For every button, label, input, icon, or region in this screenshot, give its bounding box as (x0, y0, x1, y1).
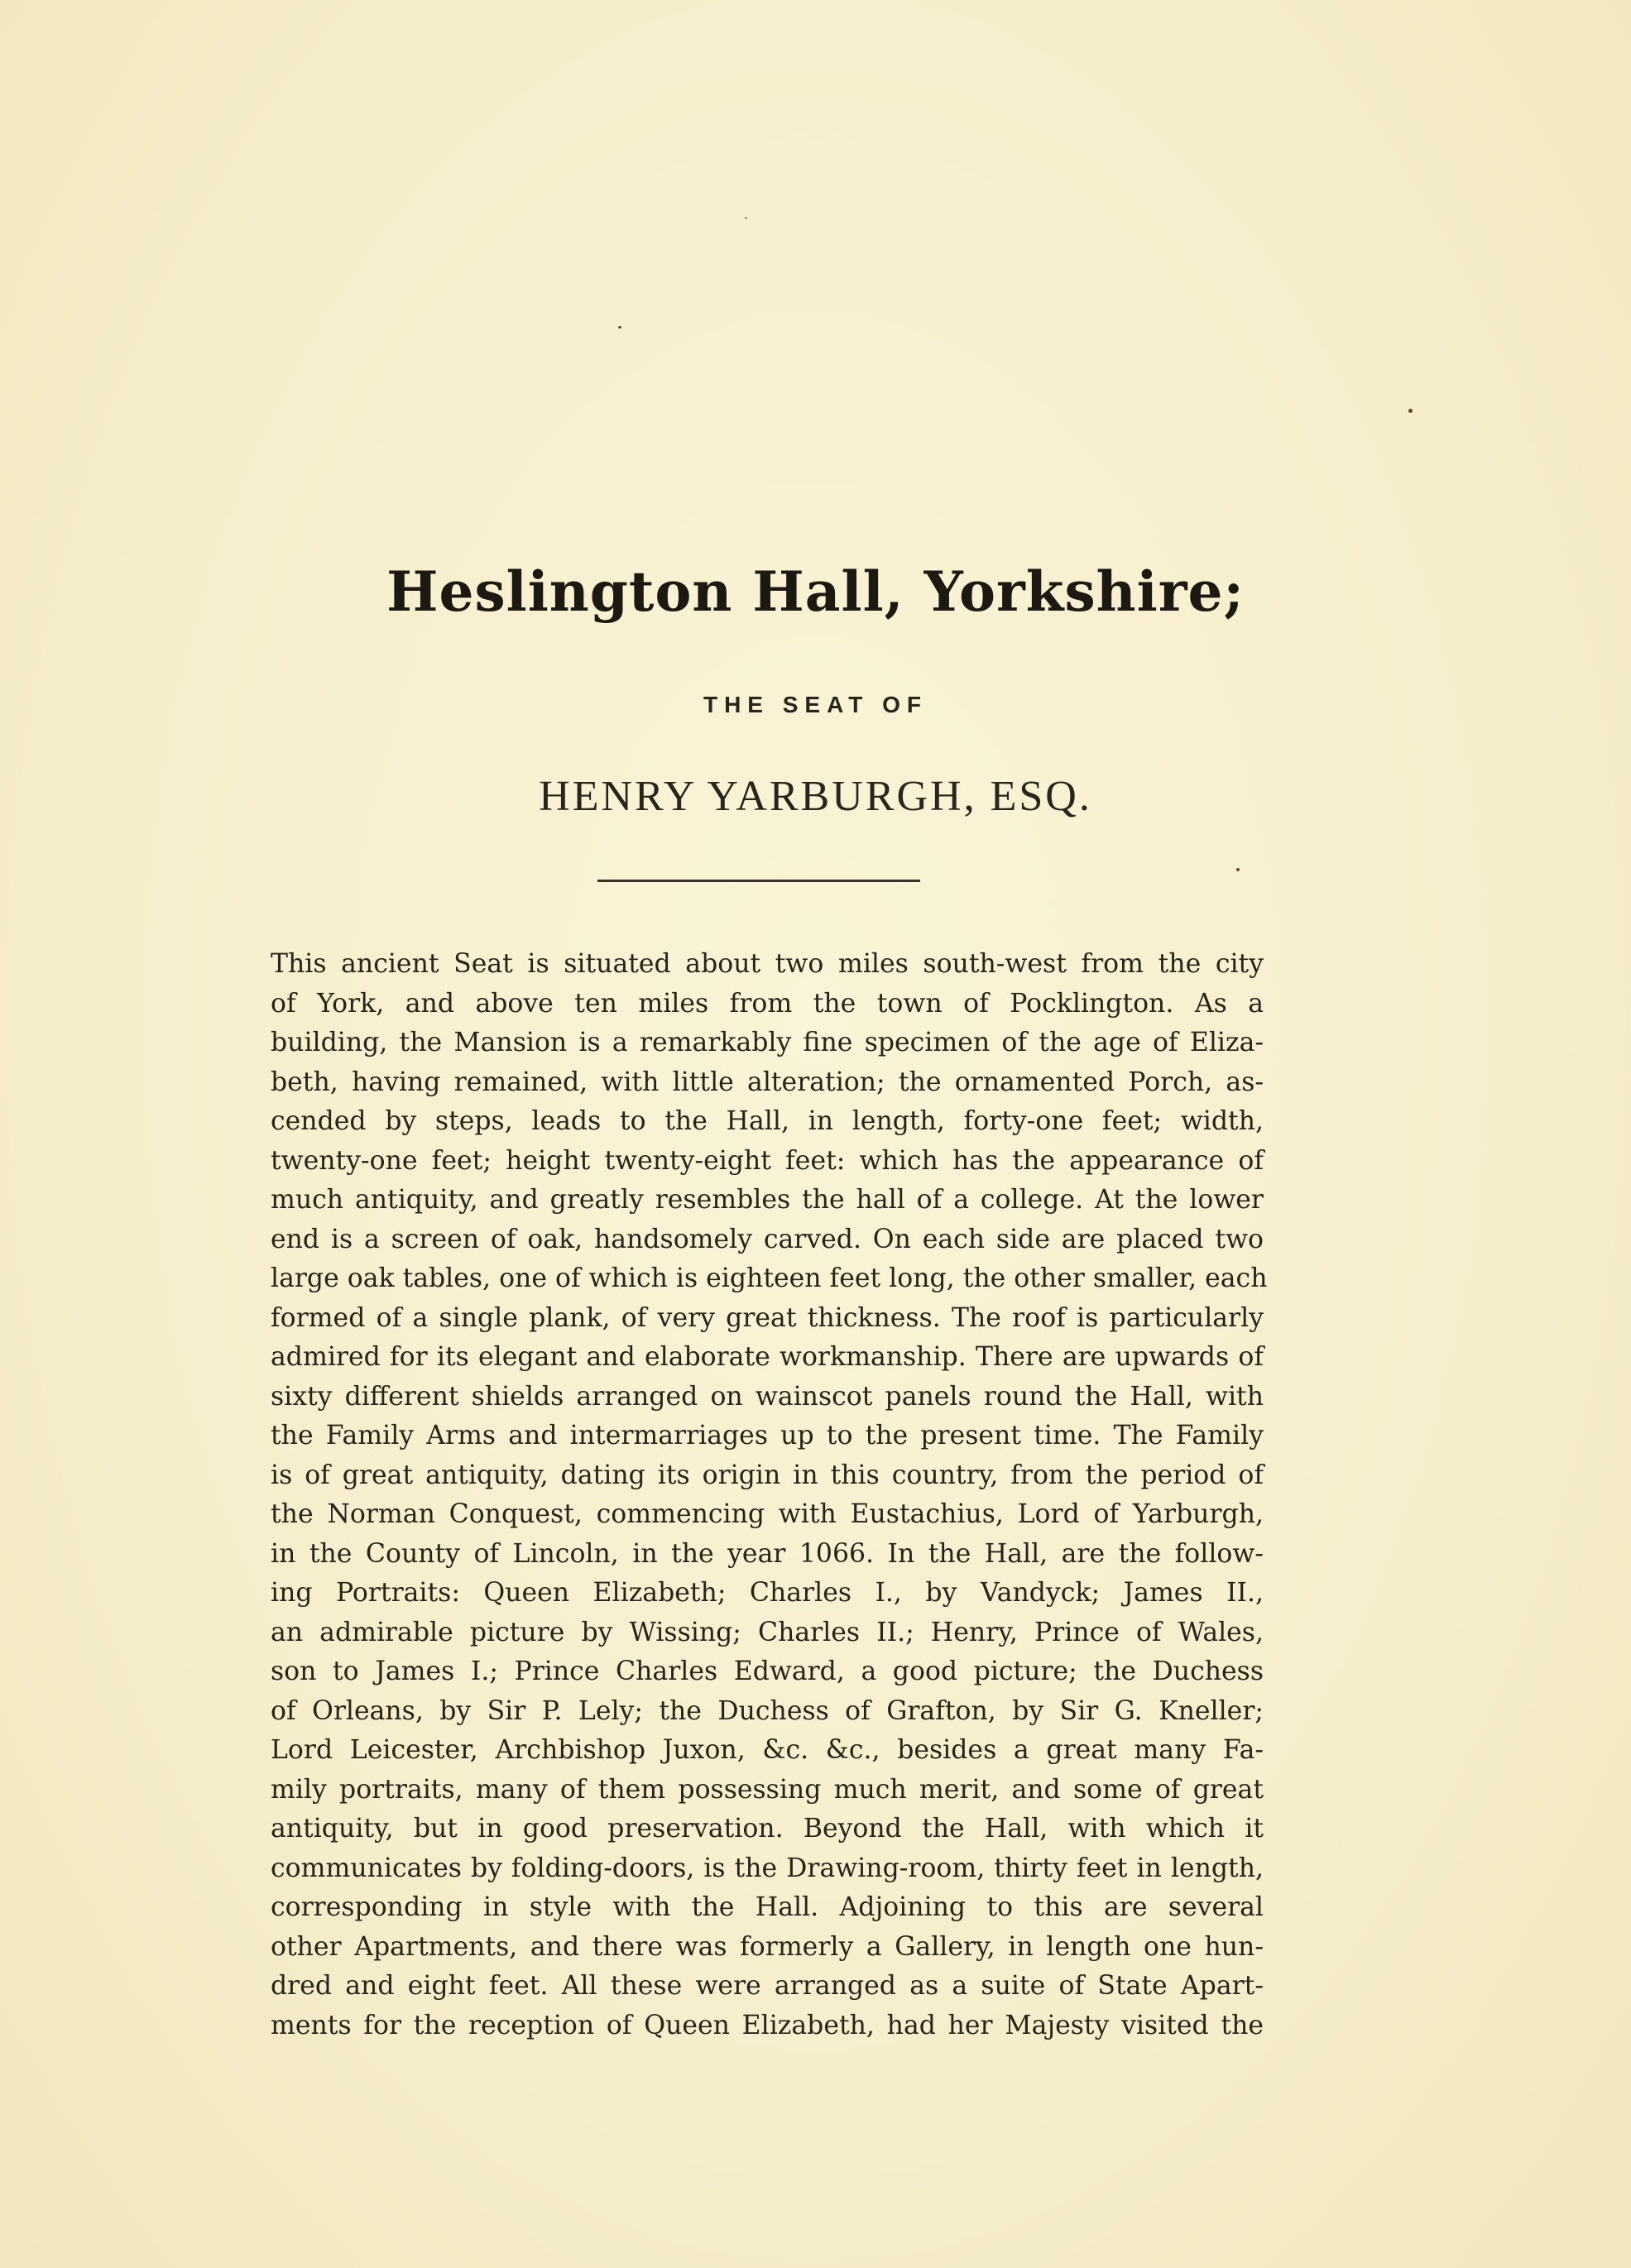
body-line: son to James I.; Prince Charles Edward, a good picture; the Duchess (271, 1657, 1264, 1686)
body-line: end is a screen of oak, handsomely carved. On each side are placed two (271, 1224, 1264, 1254)
body-line: twenty-one feet; height twenty-eight feet: which has the appearance of (271, 1145, 1264, 1176)
body-line: an admirable picture by Wissing; Charles II.; Henry, Prince of Wales, (271, 1617, 1264, 1647)
body-line: This ancient Seat is situated about two miles south-west from the city (271, 949, 1264, 979)
subtitle: THE SEAT OF (703, 692, 928, 717)
body-line: much antiquity, and greatly resembles the hall of a college. At the lower (271, 1185, 1264, 1215)
paper-speck (1408, 409, 1413, 413)
body-line: beth, having remained, with little alteration; the ornamented Porch, as- (271, 1067, 1264, 1097)
body-line: admired for its elegant and elaborate workmanship. There are upwards of (271, 1342, 1264, 1372)
body-line: communicates by folding-doors, is the Drawing-room, thirty feet in length, (271, 1853, 1264, 1883)
body-line: sixty different shields arranged on wainscot panels round the Hall, with (271, 1381, 1264, 1412)
body-line: ing Portraits: Queen Elizabeth; Charles I., by Vandyck; James II., (271, 1578, 1264, 1608)
body-line: antiquity, but in good preservation. Beyond the Hall, with which it (271, 1814, 1264, 1844)
body-line: other Apartments, and there was formerly a Gallery, in length one hun- (271, 1931, 1264, 1962)
body-line: ments for the reception of Queen Elizabeth, had her Majesty visited the (271, 2010, 1264, 2040)
page-title: Heslington Hall, Yorkshire; (386, 559, 1245, 624)
body-line: formed of a single plank, of very great thickness. The roof is particularly (271, 1302, 1264, 1333)
body-line: of York, and above ten miles from the town of Pocklington. As a (271, 988, 1264, 1019)
body-line: dred and eight feet. All these were arranged as a suite of State Apart- (271, 1971, 1264, 2001)
paper-speck (618, 326, 621, 328)
body-line: mily portraits, many of them possessing much merit, and some of great (271, 1774, 1264, 1805)
body-line: the Family Arms and intermarriages up to the present time. The Family (271, 1421, 1264, 1450)
body-line: corresponding in style with the Hall. Adjoining to this are several (271, 1892, 1264, 1922)
body-line: cended by steps, leads to the Hall, in length, forty-one feet; width, (271, 1106, 1264, 1136)
body-line: building, the Mansion is a remarkably fine specimen of the age of Eliza- (271, 1028, 1264, 1057)
paper-speck (1236, 868, 1240, 871)
paper-speck (745, 217, 747, 219)
body-line: is of great antiquity, dating its origin in this country, from the period of (271, 1460, 1264, 1490)
owner-name: HENRY YARBURGH, ESQ. (539, 773, 1092, 820)
body-line: large oak tables, one of which is eighteen feet long, the other smaller, each (271, 1263, 1268, 1293)
body-line: Lord Leicester, Archbishop Juxon, &c. &c., besides a great many Fa- (271, 1735, 1264, 1765)
body-line: the Norman Conquest, commencing with Eustachius, Lord of Yarburgh, (271, 1499, 1264, 1529)
body-line: in the County of Lincoln, in the year 1066. In the Hall, are the follow- (271, 1538, 1264, 1569)
divider-rule (597, 880, 920, 882)
body-text (271, 945, 1268, 2045)
body-line: of Orleans, by Sir P. Lely; the Duchess of Grafton, by Sir G. Kneller; (271, 1695, 1264, 1726)
